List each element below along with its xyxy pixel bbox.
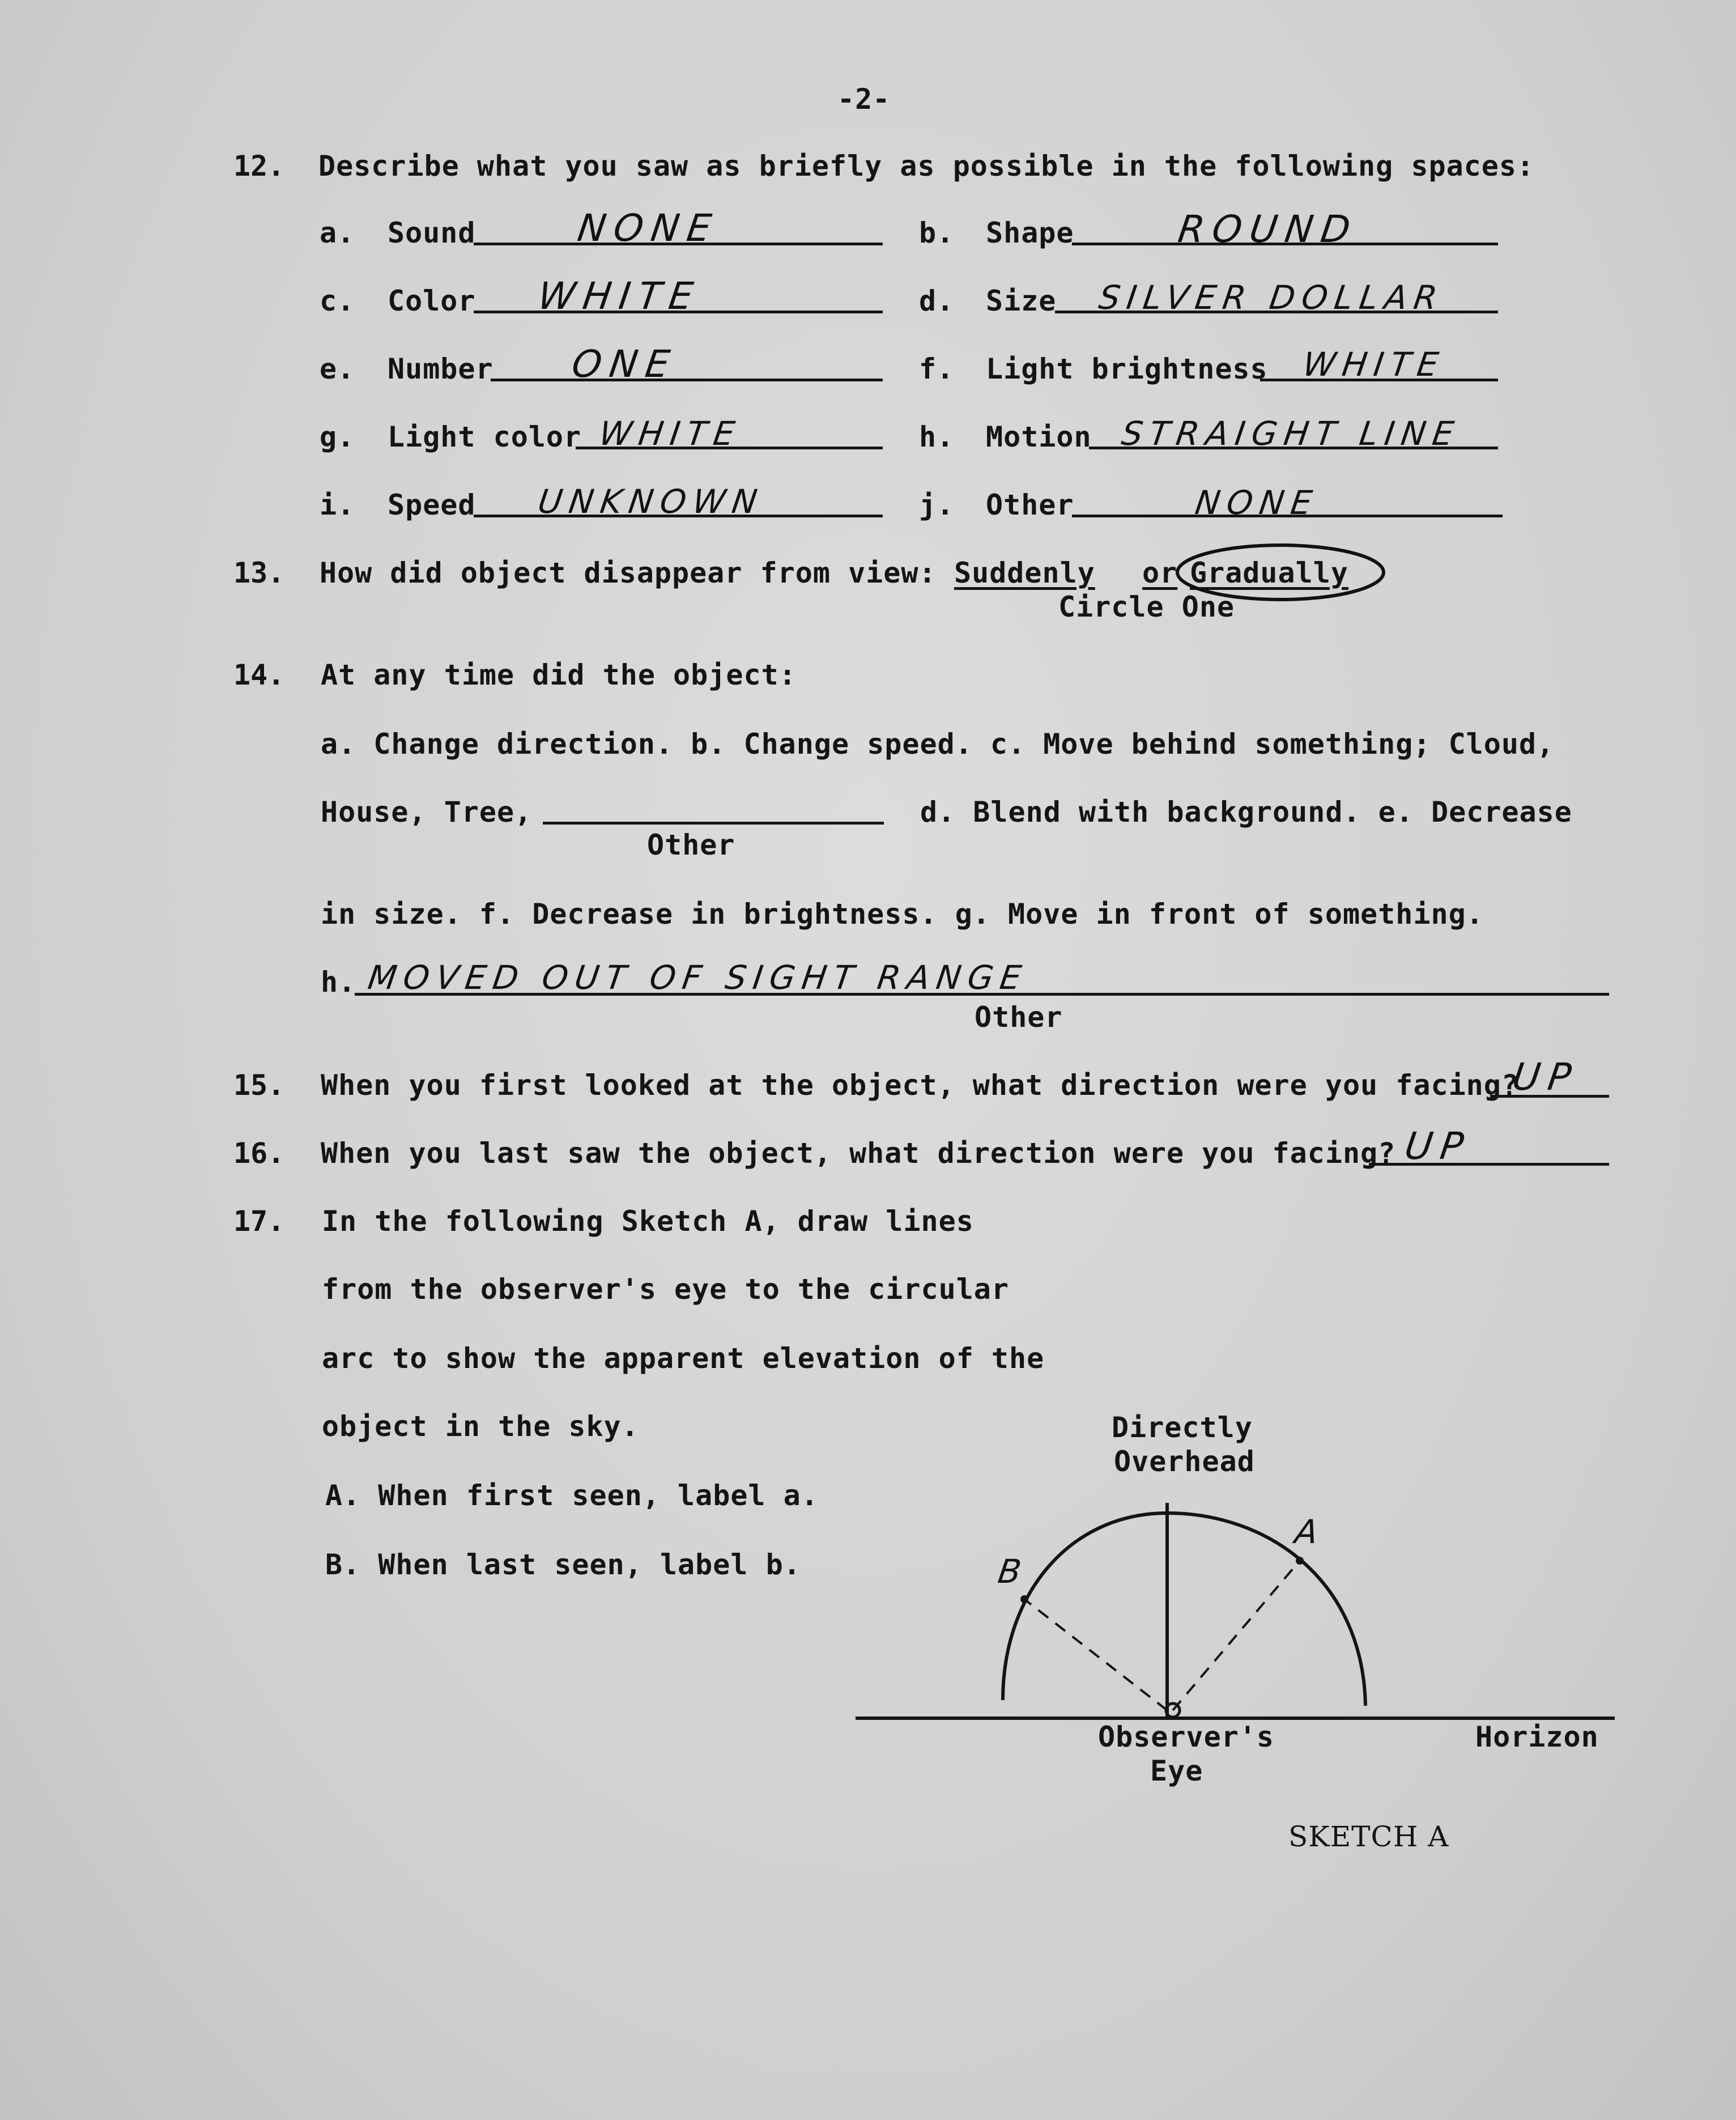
q14-line1: a. Change direction. b. Change speed. c. Move behind something; Cloud, xyxy=(321,728,1555,761)
q12d-letter: d. xyxy=(919,284,955,317)
q12a-value[interactable]: NONE xyxy=(575,206,722,250)
sketch-horizon-label: Horizon xyxy=(1475,1720,1599,1753)
q14-line2-start: House, Tree, xyxy=(321,796,533,829)
q12e-letter: e. xyxy=(320,352,355,385)
sketch-observer-label-1: Observer's xyxy=(1098,1720,1275,1753)
q12-number: 12. xyxy=(233,150,285,182)
sketch-overhead-label-1: Directly xyxy=(1112,1411,1253,1444)
q17-line-1: In the following Sketch A, draw lines xyxy=(322,1205,974,1238)
q16-value[interactable]: UP xyxy=(1402,1124,1474,1168)
q13-option-suddenly[interactable]: Suddenly xyxy=(954,556,1095,589)
q15-value[interactable]: UP xyxy=(1509,1055,1582,1099)
q14-prompt: At any time did the object: xyxy=(321,658,797,691)
sketch-mark-b: B xyxy=(995,1552,1024,1591)
q12c-label: Color xyxy=(388,284,476,317)
q12f-label: Light brightness xyxy=(986,352,1268,385)
page-number: -2- xyxy=(837,83,891,116)
sight-line-b xyxy=(1024,1599,1167,1710)
q17-line-4: object in the sky. xyxy=(322,1410,639,1443)
q12f-value[interactable]: WHITE xyxy=(1300,345,1448,384)
q12e-value[interactable]: ONE xyxy=(569,342,680,386)
q14-line3: in size. f. Decrease in brightness. g. Move in front of something. xyxy=(321,898,1484,931)
q14-line2-end: d. Blend with background. e. Decrease xyxy=(920,796,1572,829)
q12g-letter: g. xyxy=(320,420,355,453)
sight-line-a xyxy=(1173,1561,1300,1710)
q13-note: Circle One xyxy=(1058,590,1235,623)
q12h-value[interactable]: STRAIGHT LINE xyxy=(1119,414,1463,453)
q17-instruction-b: B. When last seen, label b. xyxy=(325,1548,801,1581)
q12c-letter: c. xyxy=(320,284,355,317)
q12-prompt: Describe what you saw as briefly as possible in the following spaces: xyxy=(318,150,1535,182)
q14h-value[interactable]: MOVED OUT OF SIGHT RANGE xyxy=(365,958,1031,997)
q14h-letter: h. xyxy=(321,966,356,999)
q17-instruction-a: A. When first seen, label a. xyxy=(325,1479,819,1512)
point-b xyxy=(1020,1595,1028,1603)
q12g-label: Light color xyxy=(388,420,582,453)
q12j-value[interactable]: NONE xyxy=(1193,483,1321,522)
q12j-label: Other xyxy=(986,488,1074,521)
q12h-label: Motion xyxy=(986,420,1092,453)
q12i-label: Speed xyxy=(388,488,476,521)
q16-prompt: When you last saw the object, what direction were you facing? xyxy=(321,1137,1396,1170)
sketch-overhead-label-2: Overhead xyxy=(1114,1445,1255,1478)
q12a-letter: a. xyxy=(320,216,355,249)
q17-number: 17. xyxy=(233,1205,285,1238)
q12i-value[interactable]: UNKNOWN xyxy=(535,482,767,521)
q15-prompt: When you first looked at the object, what direction were you facing? xyxy=(321,1069,1519,1102)
q16-number: 16. xyxy=(233,1137,285,1170)
q13-option-gradually[interactable]: Gradually xyxy=(1190,556,1348,589)
q13-prompt: How did object disappear from view: xyxy=(320,556,937,589)
q12i-letter: i. xyxy=(320,488,355,521)
q13-number: 13. xyxy=(233,556,285,589)
q12j-letter: j. xyxy=(919,488,955,521)
q12b-letter: b. xyxy=(919,216,955,249)
sketch-title: SKETCH A xyxy=(1288,1820,1449,1853)
q13-or: or xyxy=(1142,556,1178,589)
point-a xyxy=(1296,1557,1304,1565)
q17-line-2: from the observer's eye to the circular xyxy=(322,1273,1009,1306)
q12d-value[interactable]: SILVER DOLLAR xyxy=(1096,278,1446,317)
q12e-label: Number xyxy=(388,352,493,385)
q12e-line xyxy=(491,379,883,381)
q12b-label: Shape xyxy=(986,216,1074,249)
q14-other-line[interactable] xyxy=(543,822,884,825)
q12c-value[interactable]: WHITE xyxy=(535,274,704,318)
sketch-a-diagram[interactable] xyxy=(839,1451,1620,1734)
q12b-value[interactable]: ROUND xyxy=(1175,207,1361,251)
q15-number: 15. xyxy=(233,1069,285,1102)
q14-other1-label: Other xyxy=(647,829,735,861)
q12f-letter: f. xyxy=(919,352,955,385)
q12h-letter: h. xyxy=(919,420,955,453)
q12a-label: Sound xyxy=(388,216,476,249)
q14-other2-label: Other xyxy=(975,1001,1063,1034)
q17-line-3: arc to show the apparent elevation of the xyxy=(322,1342,1045,1375)
sketch-mark-a: A xyxy=(1292,1513,1321,1551)
sketch-observer-label-2: Eye xyxy=(1150,1754,1203,1787)
elevation-arc xyxy=(1003,1513,1365,1706)
q12d-label: Size xyxy=(986,284,1057,317)
q12g-value[interactable]: WHITE xyxy=(597,414,744,453)
q14-number: 14. xyxy=(233,658,285,691)
